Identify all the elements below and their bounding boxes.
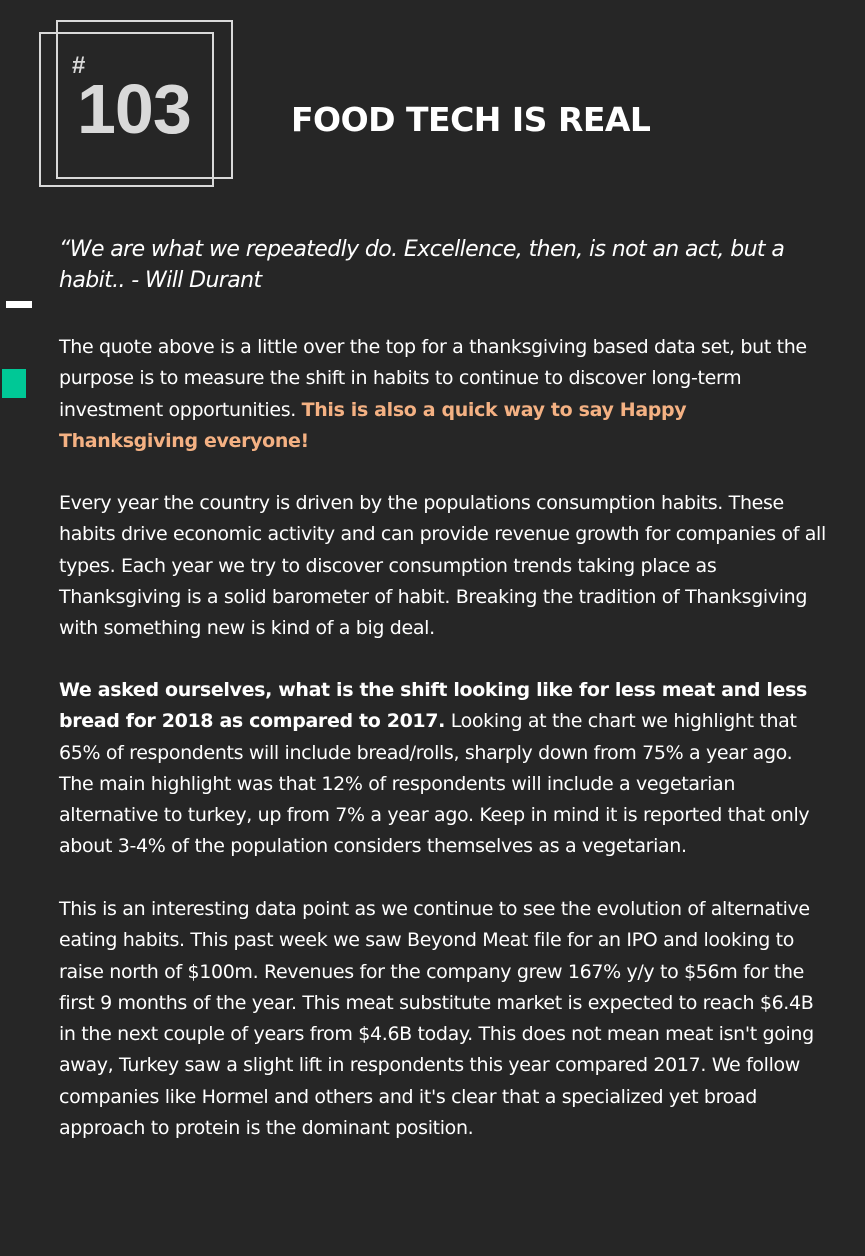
- marker-white: [6, 301, 32, 308]
- quote: “We are what we repeatedly do. Excellence, then, is not an act, but a habit.. - Will Durant: [59, 237, 785, 293]
- paragraph-1-text: The quote above is a little over the top for a thanksgiving based data set, but the purpose is to measure the shift in habits to continue to discover long-term investment opportunities.: [59, 336, 807, 421]
- page-title: FOOD TECH IS REAL: [291, 100, 651, 139]
- paragraph-3: [59, 675, 829, 863]
- paragraph-1-highlight: This is also a quick way to say Happy Thanksgiving everyone!: [59, 398, 687, 452]
- paragraph-4: This is an interesting data point as we continue to see the evolution of alternative eating habits. This past week we saw Beyond Meat file for an IPO and looking to raise north of $100m. Revenues for the company grew 167% y/y to $56m for the first 9 months of the year. This meat substitute market is expected to reach $6.4B in the next couple of years from $4.6B today. This does not mean meat isn't going away, Turkey saw a slight lift in respondents this year compared 2017. We follow companies like Hormel and others and it's clear that a specialized yet broad approach to protein is the dominant position.: [59, 898, 814, 1140]
- marker-green: [2, 369, 26, 398]
- badge-hash: #: [72, 52, 86, 79]
- paragraph-3-text: Looking at the chart we highlight that 65% of respondents will include bread/rolls, sharply down from 75% a year ago. The main highlight was that 12% of respondents will include a vegetarian alternative to turkey, up from 7% a year ago. Keep in mind it is reported that only about 3-4% of the population considers themselves as a vegetarian.: [59, 710, 810, 858]
- badge-number: 103: [77, 70, 191, 148]
- paragraph-3-bold: We asked ourselves, what is the shift looking like for less meat and less bread for 2018 as compared to 2017.: [59, 679, 807, 733]
- paragraph-2: Every year the country is driven by the populations consumption habits. These habits drive economic activity and can provide revenue growth for companies of all types. Each year we try to discover consumption trends taking place as Thanksgiving is a solid barometer of habit. Breaking the tradition of Thanksgiving with something new is kind of a big deal.: [59, 492, 826, 640]
- paragraph-1: [59, 332, 829, 457]
